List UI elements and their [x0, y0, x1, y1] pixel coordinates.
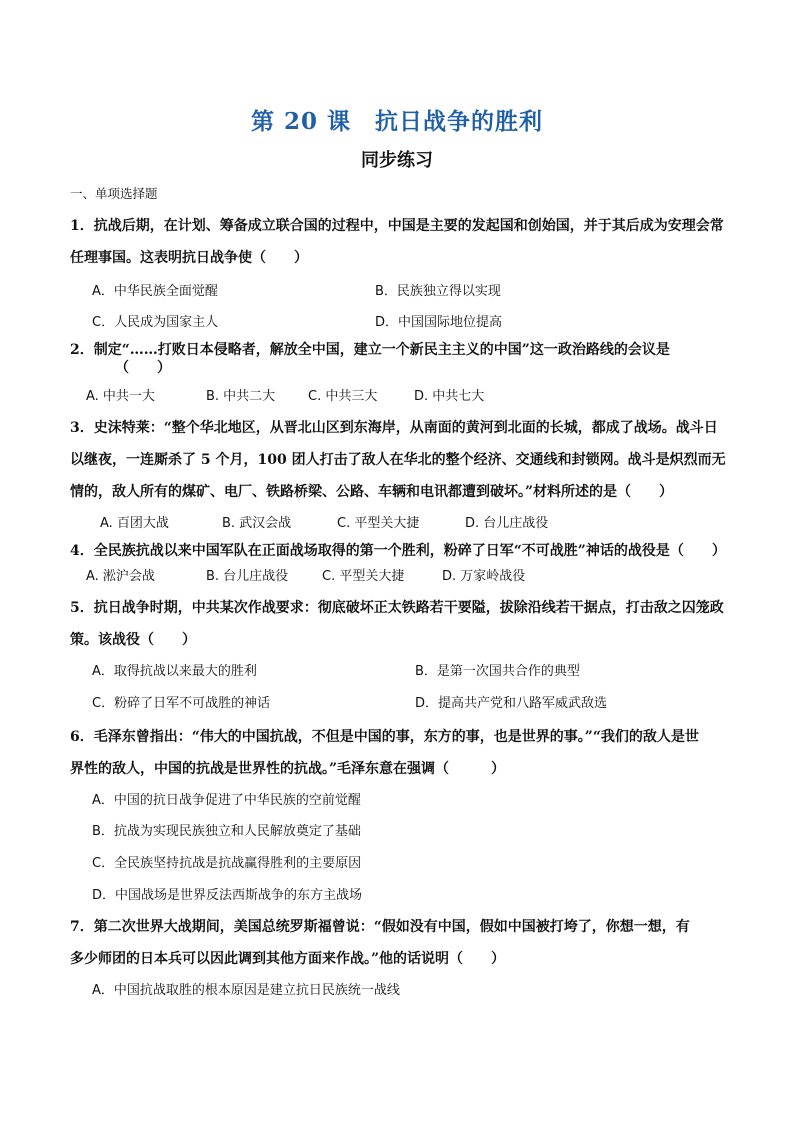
lesson-subtitle: 同步练习: [361, 150, 433, 171]
question-1-option-b: B．民族独立得以实现: [375, 284, 501, 299]
question-5-line-1: 5．抗日战争时期，中共某次作战要求：彻底破坏正太铁路若干要隘，拔除沿线若干据点，打击敌之囚笼政: [70, 600, 724, 616]
question-2-option-c: C. 中共三大: [308, 389, 378, 404]
question-5-option-c: C．粉碎了日军不可战胜的神话: [92, 696, 271, 711]
question-2-option-b: B. 中共二大: [206, 389, 276, 404]
question-6-option-c: C．全民族坚持抗战是抗战赢得胜利的主要原因: [92, 856, 362, 871]
question-6-line-1: 6．毛泽东曾指出：“伟大的中国抗战，不但是中国的事，东方的事，也是世界的事。”“我们的敌人是世: [70, 729, 699, 745]
question-3-option-b: B. 武汉会战: [222, 516, 292, 531]
question-5-line-2: 策。该战役（ ）: [70, 632, 196, 648]
question-6-option-a: A．中国的抗日战争促进了中华民族的空前觉醒: [92, 793, 361, 808]
question-3-line-2: 以继夜，一连厮杀了 5 个月，100 团人打击了敌人在华北的整个经济、交通线和封锁网。战斗是炽烈而无: [70, 452, 726, 468]
question-4-option-d: D. 万家岭战役: [442, 569, 526, 584]
question-6-line-2: 界性的敌人，中国的抗战是世界性的抗战。”毛泽东意在强调（ ）: [70, 761, 506, 777]
question-2-option-d: D. 中共七大: [414, 389, 485, 404]
question-1-option-c: C．人民成为国家主人: [92, 315, 219, 330]
question-1-option-d: D．中国国际地位提高: [375, 315, 503, 330]
question-3-option-d: D. 台儿庄战役: [465, 516, 549, 531]
question-4-option-b: B. 台儿庄战役: [206, 569, 289, 584]
question-3-option-a: A. 百团大战: [100, 516, 169, 531]
question-5-option-a: A．取得抗战以来最大的胜利: [92, 664, 257, 679]
question-3-line-3: 情的，敌人所有的煤矿、电厂、铁路桥梁、公路、车辆和电讯都遭到破坏。”材料所述的是（ ）: [70, 484, 674, 500]
question-1-line-2: 任理事国。这表明抗日战争使（ ）: [70, 250, 308, 266]
question-6-option-d: D．中国战场是世界反法西斯战争的东方主战场: [92, 888, 363, 903]
question-2-option-a: A. 中共一大: [86, 389, 155, 404]
question-5-option-d: D．提高共产党和八路军威武敌选: [415, 696, 608, 711]
question-3-line-1: 3．史沫特莱：“整个华北地区，从晋北山区到东海岸，从南面的黄河到北面的长城，都成了战场。战斗日: [70, 420, 718, 436]
question-7-line-2: 多少师团的日本兵可以因此调到其他方面来作战。”他的话说明（ ）: [70, 951, 506, 967]
question-2-line-2: （ ）: [115, 360, 171, 376]
question-7-option-a: A．中国抗战取胜的根本原因是建立抗日民族统一战线: [92, 983, 400, 998]
question-3-option-c: C. 平型关大捷: [337, 516, 420, 531]
question-5-option-b: B．是第一次国共合作的典型: [415, 664, 580, 679]
question-2-line-1: 2．制定“……打败日本侵略者，解放全中国，建立一个新民主主义的中国”这一政治路线的会议是: [70, 342, 670, 358]
section-heading: 一、单项选择题: [70, 186, 158, 201]
question-7-line-1: 7．第二次世界大战期间，美国总统罗斯福曾说：“假如没有中国，假如中国被打垮了，你想一想，有: [70, 919, 690, 935]
question-6-option-b: B．抗战为实现民族独立和人民解放奠定了基础: [92, 824, 361, 839]
question-1-option-a: A．中华民族全面觉醒: [92, 284, 218, 299]
lesson-title: 第 20 课 抗日战争的胜利: [250, 108, 544, 135]
question-4-option-c: C. 平型关大捷: [322, 569, 405, 584]
question-1-line-1: 1．抗战后期，在计划、筹备成立联合国的过程中，中国是主要的发起国和创始国，并于其后成为安理会常: [70, 218, 724, 234]
question-4-option-a: A. 淞沪会战: [86, 569, 155, 584]
question-4-line-1: 4．全民族抗战以来中国军队在正面战场取得的第一个胜利，粉碎了日军“不可战胜”神话的战役是（ ）: [70, 543, 726, 559]
